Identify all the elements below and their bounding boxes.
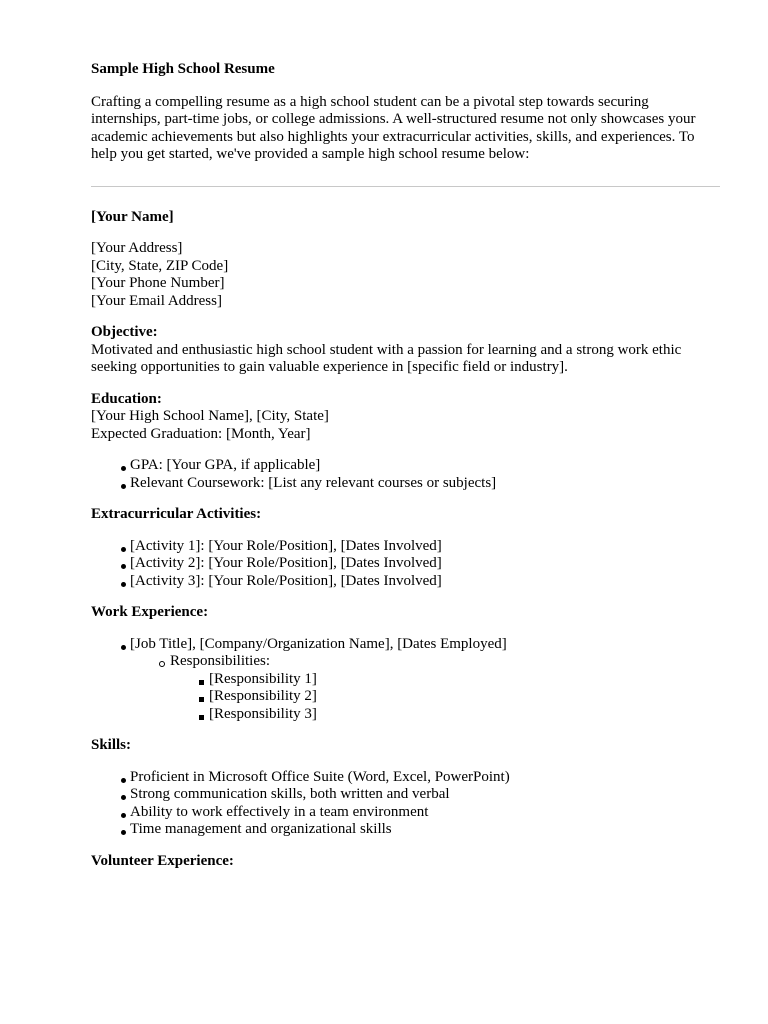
objective-section [91, 324, 720, 377]
responsibilities-label: Responsibilities: [170, 653, 271, 669]
horizontal-divider [91, 186, 720, 187]
responsibilities-list [170, 671, 720, 724]
page-title: Sample High School Resume [91, 61, 275, 77]
list-item: Proficient in Microsoft Office Suite (Word, Excel, PowerPoint) [121, 769, 720, 787]
skills-list [91, 769, 720, 839]
list-item: [Activity 3]: [Your Role/Position], [Dates Involved] [121, 573, 720, 591]
skills-heading: Skills: [91, 737, 132, 753]
contact-address: [Your Address] [91, 240, 183, 256]
extracurricular-section [91, 506, 720, 590]
list-item: [Responsibility 1] [199, 671, 720, 689]
work-experience-heading: Work Experience: [91, 604, 209, 620]
list-item [159, 653, 720, 723]
work-experience-list [91, 636, 720, 724]
list-item [121, 636, 720, 724]
list-item: Time management and organizational skills [121, 821, 720, 839]
education-section [91, 391, 720, 493]
intro-paragraph: Crafting a compelling resume as a high school student can be a pivotal step towards securing internships, part-time jobs, or college admissions. A well-structured resume not only showcases your academic achievements but also highlights your extracurricular activities, skills, and experiences. To help you get started, we've provided a sample high school resume below: [91, 93, 696, 162]
education-list [91, 457, 720, 492]
contact-block [91, 240, 720, 310]
objective-text: Motivated and enthusiastic high school student with a passion for learning and a strong work ethic seeking opportunities to gain valuable experience in [specific field or industry]. [91, 341, 682, 375]
list-item: Relevant Coursework: [List any relevant courses or subjects] [121, 475, 720, 493]
education-graduation: Expected Graduation: [Month, Year] [91, 425, 311, 442]
objective-heading: Objective: [91, 324, 158, 340]
work-experience-section [91, 604, 720, 723]
contact-email: [Your Email Address] [91, 292, 222, 309]
contact-phone: [Your Phone Number] [91, 275, 225, 291]
extracurricular-list [91, 538, 720, 591]
list-item: Ability to work effectively in a team environment [121, 804, 720, 822]
list-item: GPA: [Your GPA, if applicable] [121, 457, 720, 475]
education-school: [Your High School Name], [City, State] [91, 408, 329, 424]
volunteer-section [91, 853, 720, 871]
list-item: [Activity 1]: [Your Role/Position], [Dates Involved] [121, 538, 720, 556]
list-item: [Activity 2]: [Your Role/Position], [Dates Involved] [121, 555, 720, 573]
list-item: [Responsibility 2] [199, 688, 720, 706]
resume-name: [Your Name] [91, 208, 174, 225]
contact-city-state-zip: [City, State, ZIP Code] [91, 257, 229, 274]
list-item: [Responsibility 3] [199, 706, 720, 724]
skills-section [91, 737, 720, 839]
volunteer-heading: Volunteer Experience: [91, 852, 234, 869]
job-entry: [Job Title], [Company/Organization Name], [Dates Employed] [130, 635, 507, 652]
education-heading: Education: [91, 390, 162, 407]
list-item: Strong communication skills, both written and verbal [121, 786, 720, 804]
extracurricular-heading: Extracurricular Activities: [91, 506, 262, 522]
job-sublist [130, 653, 720, 723]
